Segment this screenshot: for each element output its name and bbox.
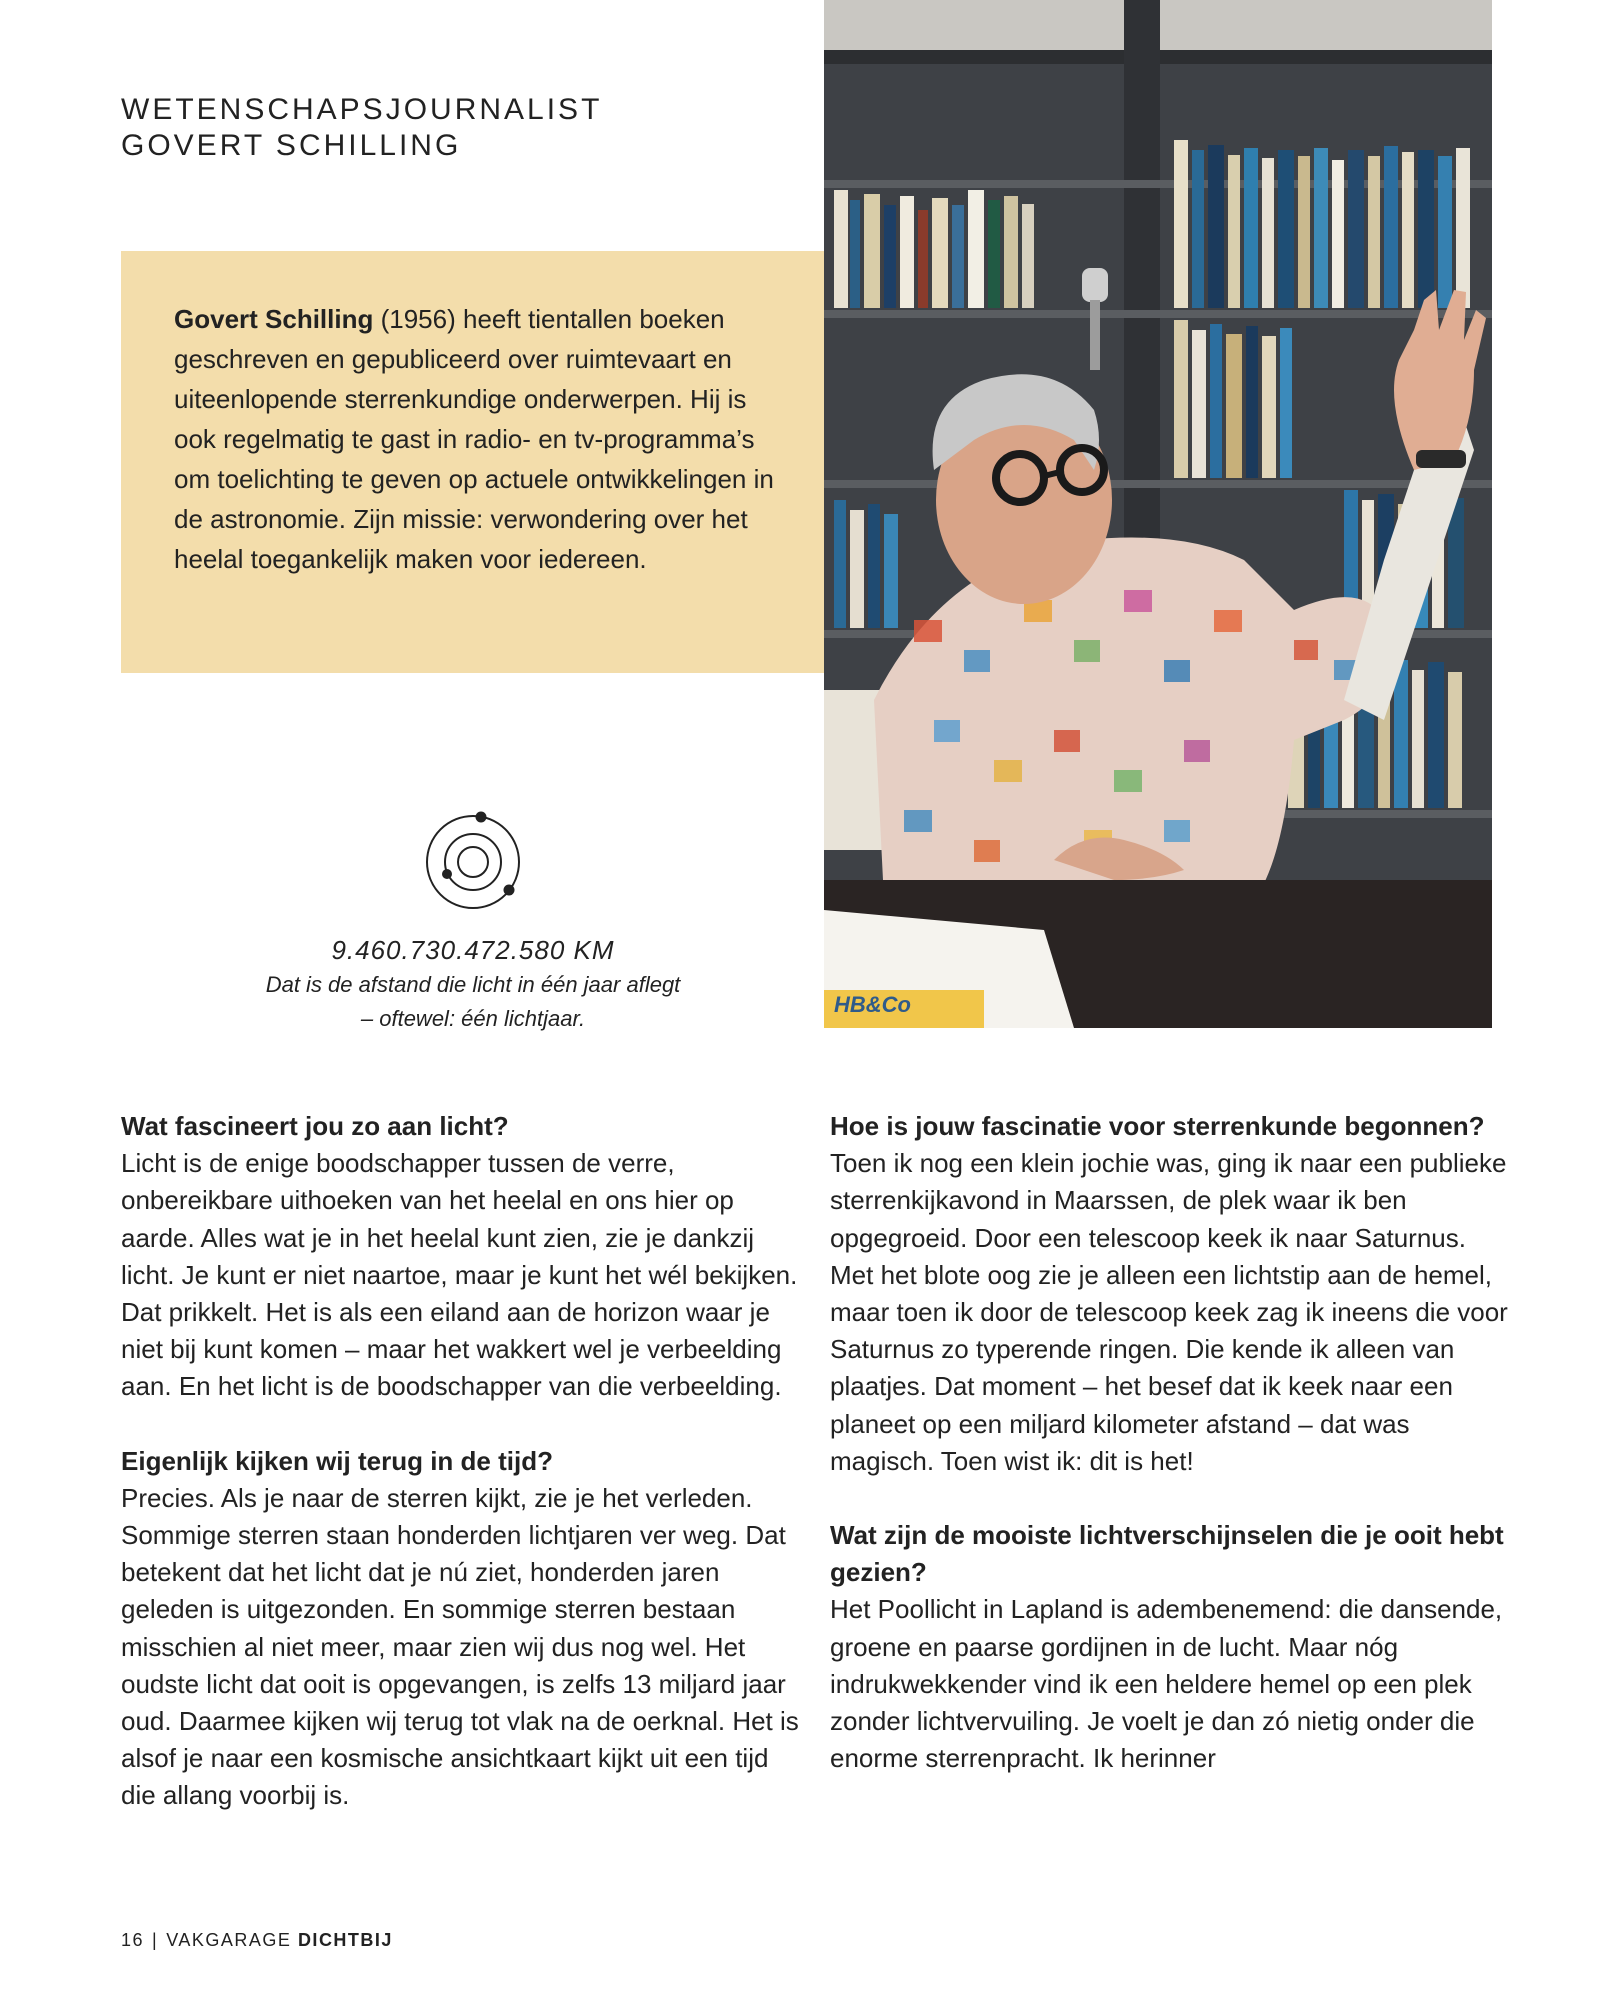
portrait-illustration bbox=[824, 0, 1492, 1028]
answer: Licht is de enige boodschapper tussen de verre, onbereikbare uithoeken van het heelal en ons hier op aarde. Alles wat je in het heelal kunt zien, zie je dankzij licht. Je kunt er niet naartoe, maar je kunt het wél bekijken. Dat prikkelt. Het is als een eiland aan de horizon waar je niet bij kunt komen – maar het wakkert wel je verbeelding aan. En het licht is de boodschapper van die verbeelding. bbox=[121, 1148, 798, 1402]
question: Hoe is jouw fascinatie voor sterrenkunde begonnen? bbox=[830, 1111, 1485, 1141]
fact-caption-line-1: Dat is de afstand die licht in één jaar aflegt bbox=[265, 972, 681, 997]
answer: Precies. Als je naar de sterren kijkt, zie je het verleden. Sommige sterren staan honderden lichtjaren ver weg. Dat betekent dat het licht dat je nú ziet, honderden jaren geleden is uitgezonden. En sommige sterren bestaan misschien al niet meer, maar zien wij dus nog wel. Het oudste licht dat ooit is opgevangen, is zelfs 13 miljard jaar oud. Daarmee kijken wij terug tot vlak na de oerknal. Het is alsof je naar een kosmische ansichtkaart kijkt uit een tijd die allang voorbij is. bbox=[121, 1482, 799, 1811]
page-number: 16 bbox=[121, 1930, 145, 1950]
page-footer bbox=[121, 1930, 393, 1951]
orbit-icon bbox=[421, 810, 525, 914]
question: Wat fascineert jou zo aan licht? bbox=[121, 1111, 509, 1141]
magazine-name-bold: DICHTBIJ bbox=[297, 1930, 393, 1950]
question: Wat zijn de mooiste lichtverschijnselen die je ooit hebt gezien? bbox=[830, 1520, 1504, 1588]
answer: Toen ik nog een klein jochie was, ging ik naar een publieke sterrenkijkavond in Maarssen, de plek waar ik ben opgegroeid. Door een telescoop keek ik naar Saturnus. Met het blote oog zie je alleen een lichtstip aan de hemel, maar toen ik door de telescoop keek zag ik ineens die voor Saturnus zo typerende ringen. Die kende ik alleen van plaatjes. Dat moment – het besef dat ik keek naar een planeet op een miljard kilometer afstand – dat was magisch. Toen wist ik: dit is het! bbox=[830, 1148, 1508, 1476]
footer-separator: | bbox=[152, 1930, 159, 1950]
portrait-photo bbox=[824, 0, 1492, 1028]
page-title bbox=[121, 92, 602, 164]
title-line-1: WETENSCHAPSJOURNALIST bbox=[121, 93, 603, 126]
fact-number: 9.460.730.472.580 KM bbox=[331, 935, 615, 965]
qa-block bbox=[121, 1108, 801, 1406]
bio-text bbox=[174, 299, 774, 579]
qa-block bbox=[121, 1443, 801, 1815]
question: Eigenlijk kijken wij terug in de tijd? bbox=[121, 1445, 553, 1476]
bio-name: Govert Schilling bbox=[174, 304, 374, 334]
qa-block bbox=[830, 1108, 1510, 1480]
bag-print-text: HB&Co bbox=[834, 992, 911, 1017]
fact-caption-line-2: – oftewel: één lichtjaar. bbox=[360, 1006, 586, 1031]
bio-box bbox=[121, 251, 824, 673]
lightyear-fact bbox=[190, 932, 756, 1036]
answer: Het Poollicht in Lapland is adembenemend: die dansende, groene en paarse gordijnen in de lucht. Maar nóg indrukwekkender vind ik een heldere hemel op een plek zonder lichtvervuiling. Je voelt je dan zó nietig onder die enorme sterrenpracht. Ik herinner bbox=[830, 1594, 1503, 1774]
magazine-name: VAKGARAGE bbox=[166, 1930, 292, 1950]
qa-block bbox=[830, 1517, 1510, 1777]
right-column bbox=[830, 1108, 1510, 1814]
bio-body: (1956) heeft tientallen boeken geschreven en gepubliceerd over ruimtevaart en uiteenlopende sterrenkundige onderwerpen. Hij is ook regelmatig te gast in radio- en tv-programma’s om toelichting te geven op actuele ontwikkelingen in de astronomie. Zijn missie: verwondering over het heelal toegankelijk maken voor iedereen. bbox=[174, 304, 774, 574]
title-line-2: GOVERT SCHILLING bbox=[121, 129, 462, 162]
left-column bbox=[121, 1108, 801, 1852]
